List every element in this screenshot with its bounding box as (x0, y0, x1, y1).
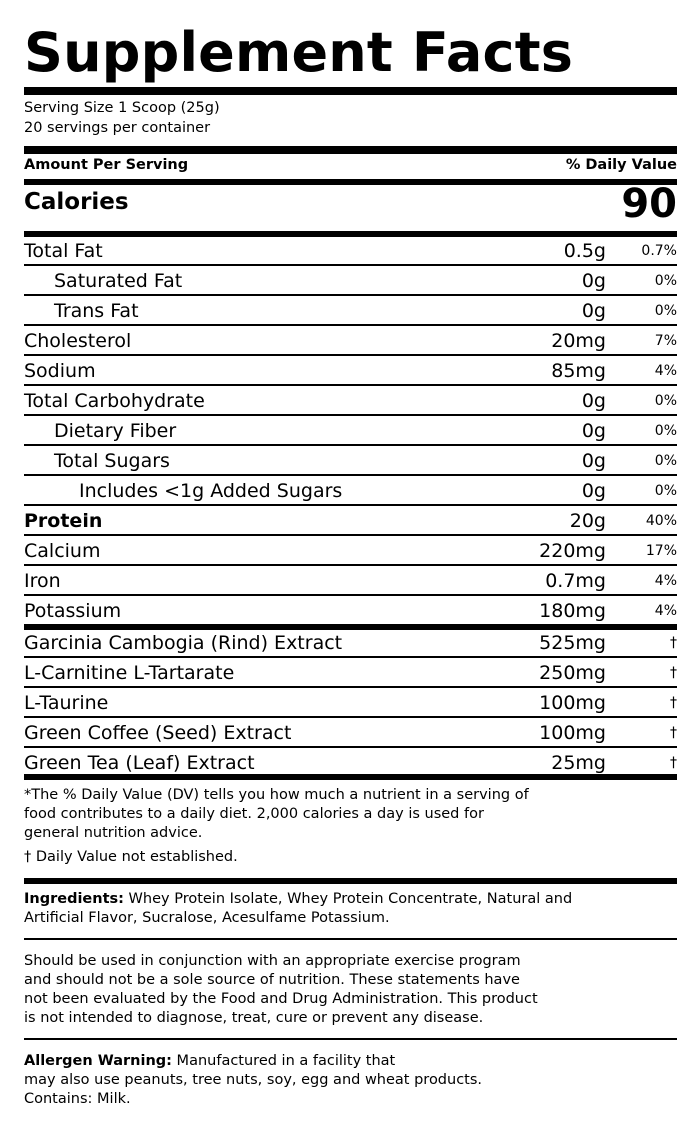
nutrient-amount: 180mg (539, 600, 606, 622)
disclaimer-line: Should be used in conjunction with an appropriate exercise program (24, 953, 521, 969)
nutrient-name: Iron (24, 570, 61, 592)
ingredients-divider (24, 878, 677, 884)
nutrient-amount: 0.7mg (545, 570, 606, 592)
nutrient-amount: 20g (569, 510, 606, 532)
nutrient-name: Total Sugars (54, 450, 170, 472)
nutrient-name: Protein (24, 510, 103, 532)
nutrient-dv: 40% (645, 513, 677, 529)
ingredient-dv: † (670, 665, 677, 681)
nutrient-name: Dietary Fiber (54, 420, 177, 442)
nutrient-amount: 0g (581, 390, 606, 412)
nutrient-amount: 85mg (551, 360, 606, 382)
disclaimer-line: not been evaluated by the Food and Drug Administration. This product (24, 991, 538, 1007)
footnote-line: *The % Daily Value (DV) tells you how much a nutrient in a serving of (24, 787, 529, 803)
disclaimer-line: and should not be a sole source of nutrition. These statements have (24, 972, 520, 988)
ingredients-text: Artificial Flavor, Sucralose, Acesulfame Potassium. (24, 910, 390, 926)
ingredient-name: L-Taurine (24, 692, 109, 714)
nutrient-dv: 0% (654, 423, 677, 439)
nutrient-amount: 0.5g (563, 240, 606, 262)
nutrient-name: Total Carbohydrate (24, 390, 205, 412)
disclaimer-line: is not intended to diagnose, treat, cure or prevent any disease. (24, 1010, 484, 1026)
amount-per-serving-header: Amount Per Serving (24, 157, 189, 173)
nutrient-name: Saturated Fat (54, 270, 183, 292)
ingredient-name: Green Coffee (Seed) Extract (24, 722, 292, 744)
ingredients-section (24, 890, 572, 928)
allergen-text: may also use peanuts, tree nuts, soy, egg and wheat products. (24, 1072, 483, 1088)
ingredient-dv: † (670, 695, 677, 711)
ingredient-amount: 525mg (539, 632, 606, 654)
nutrient-dv: 0% (654, 453, 677, 469)
nutrient-dv: 0% (654, 303, 677, 319)
footnote-line: food contributes to a daily diet. 2,000 calories a day is used for (24, 806, 484, 822)
allergen-divider (24, 1038, 677, 1040)
allergen-label: Allergen Warning: (24, 1053, 172, 1069)
dagger-footnote: † Daily Value not established. (24, 849, 238, 865)
nutrient-name: Includes <1g Added Sugars (79, 480, 343, 502)
label-title: Supplement Facts (24, 21, 574, 84)
allergen-text: Manufactured in a facility that (171, 1053, 396, 1069)
ingredient-amount: 250mg (539, 662, 606, 684)
nutrient-name: Sodium (24, 360, 96, 382)
disclaimer (24, 952, 538, 1028)
daily-value-header: % Daily Value (565, 157, 677, 173)
ingredient-dv: † (670, 755, 677, 771)
ingredient-amount: 25mg (551, 752, 606, 774)
nutrient-dv: 4% (654, 603, 677, 619)
nutrient-dv: 4% (654, 573, 677, 589)
daily-value-footnote (24, 786, 529, 843)
disclaimer-divider (24, 938, 677, 940)
nutrient-amount: 0g (581, 300, 606, 322)
ingredient-name: Garcinia Cambogia (Rind) Extract (24, 632, 343, 654)
nutrient-amount: 20mg (551, 330, 606, 352)
nutrient-amount: 0g (581, 450, 606, 472)
nutrient-name: Trans Fat (54, 300, 139, 322)
ingredient-dv: † (670, 635, 677, 651)
ingredient-name: L-Carnitine L-Tartarate (24, 662, 235, 684)
footnote-line: general nutrition advice. (24, 825, 203, 841)
calories-label: Calories (24, 189, 129, 215)
title-divider (24, 87, 677, 95)
nutrient-dv: 0% (654, 393, 677, 409)
ingredients-label: Ingredients: (24, 891, 124, 907)
allergen-warning (24, 1052, 482, 1109)
nutrient-dv: 0% (654, 273, 677, 289)
ingredients-text: Whey Protein Isolate, Whey Protein Concentrate, Natural and (123, 891, 573, 907)
ingredient-amount: 100mg (539, 692, 606, 714)
nutrient-dv: 0% (654, 483, 677, 499)
nutrient-amount: 0g (581, 270, 606, 292)
ingredient-amount: 100mg (539, 722, 606, 744)
nutrient-name: Cholesterol (24, 330, 132, 352)
serving-divider (24, 146, 677, 154)
allergen-text: Contains: Milk. (24, 1091, 131, 1107)
nutrient-amount: 220mg (539, 540, 606, 562)
serving-size: Serving Size 1 Scoop (25g) (24, 100, 220, 116)
ingredient-dv: † (670, 725, 677, 741)
nutrient-dv: 17% (645, 543, 677, 559)
other-ingredients-table (24, 628, 677, 778)
ingredient-name: Green Tea (Leaf) Extract (24, 752, 255, 774)
nutrient-dv: 7% (654, 333, 677, 349)
nutrient-dv: 4% (654, 363, 677, 379)
nutrient-dv: 0.7% (641, 243, 677, 259)
table-bottom-divider (24, 774, 677, 780)
servings-per-container: 20 servings per container (24, 120, 211, 136)
nutrient-name: Calcium (24, 540, 101, 562)
nutrient-name: Potassium (24, 600, 122, 622)
calories-value: 90 (621, 181, 677, 227)
nutrient-name: Total Fat (24, 240, 103, 262)
calories-top-divider (24, 179, 677, 185)
nutrient-table (24, 236, 677, 626)
nutrient-amount: 0g (581, 480, 606, 502)
nutrient-amount: 0g (581, 420, 606, 442)
